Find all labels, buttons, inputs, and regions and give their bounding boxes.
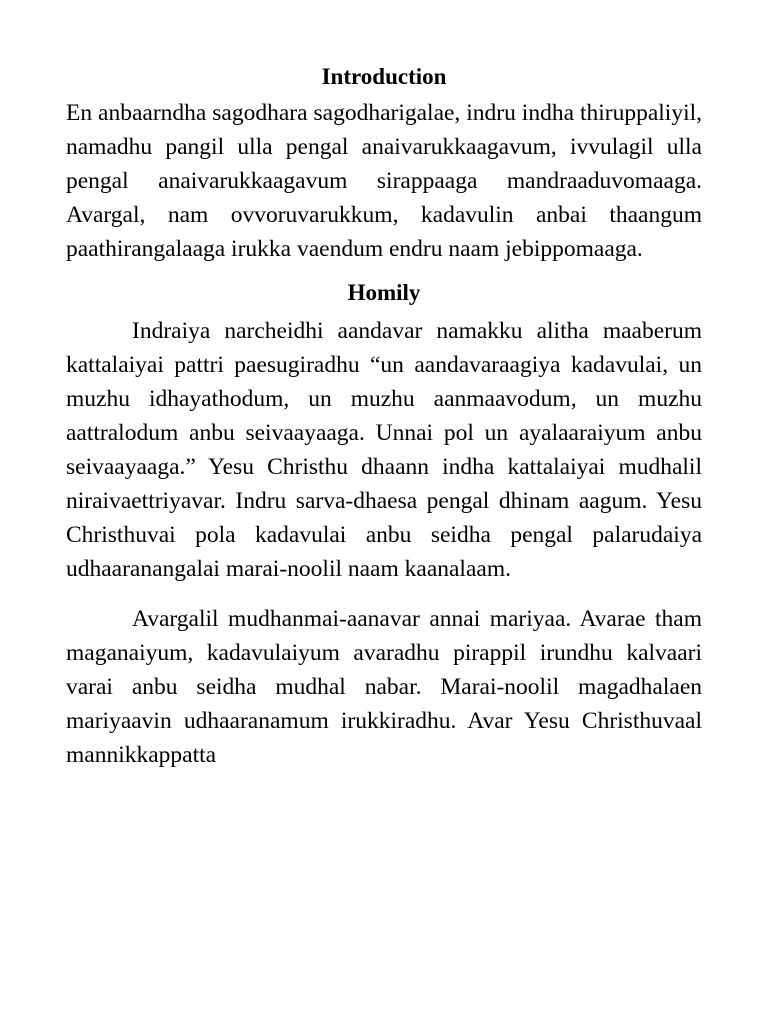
introduction-heading: Introduction [321,64,447,89]
homily-paragraph-1: Indraiya narcheidhi aandavar namakku alitha maaberum kattalaiyai pattri paesugiradhu “un aandavaraagiya kadavulai, un muzhu idhayathodum, un muzhu aanmaavodum, un muzhu aattralodum anbu seivaayaaga. Unnai pol un ayalaaraiyum anbu seivaayaaga.” Yesu Christhu dhaann indha kattalaiyai mudhalil niraivaettriyavar. Indru sarva-dhaesa pengal dhinam aagum. Yesu Christhuvai pola kadavulai anbu seidha pengal palarudaiya udhaaranangalai marai-noolil naam kaanalaam. [66,318,702,582]
document-page [66,60,702,772]
introduction-paragraph: En anbaarndha sagodhara sagodharigalae, indru indha thiruppaliyil, namadhu pangil ulla pengal anaivarukkaagavum, ivvulagil ulla pengal anaivarukkaagavum sirappaaga mandraaduvomaaga. Avargal, nam ovvoruvarukkum, kadavulin anbai thaangum paathirangalaaga irukka vaendum endru naam jebippomaaga. [66,100,702,262]
homily-paragraph-2: Avargalil mudhanmai-aanavar annai mariyaa. Avarae tham maganaiyum, kadavulaiyum avaradhu pirappil irundhu kalvaari varai anbu seidha mudhal nabar. Marai-noolil magadhalaen mariyaavin udhaaranamum irukkiradhu. Avar Yesu Christhuvaal mannikkappatta [66,606,702,768]
homily-heading: Homily [347,280,421,305]
